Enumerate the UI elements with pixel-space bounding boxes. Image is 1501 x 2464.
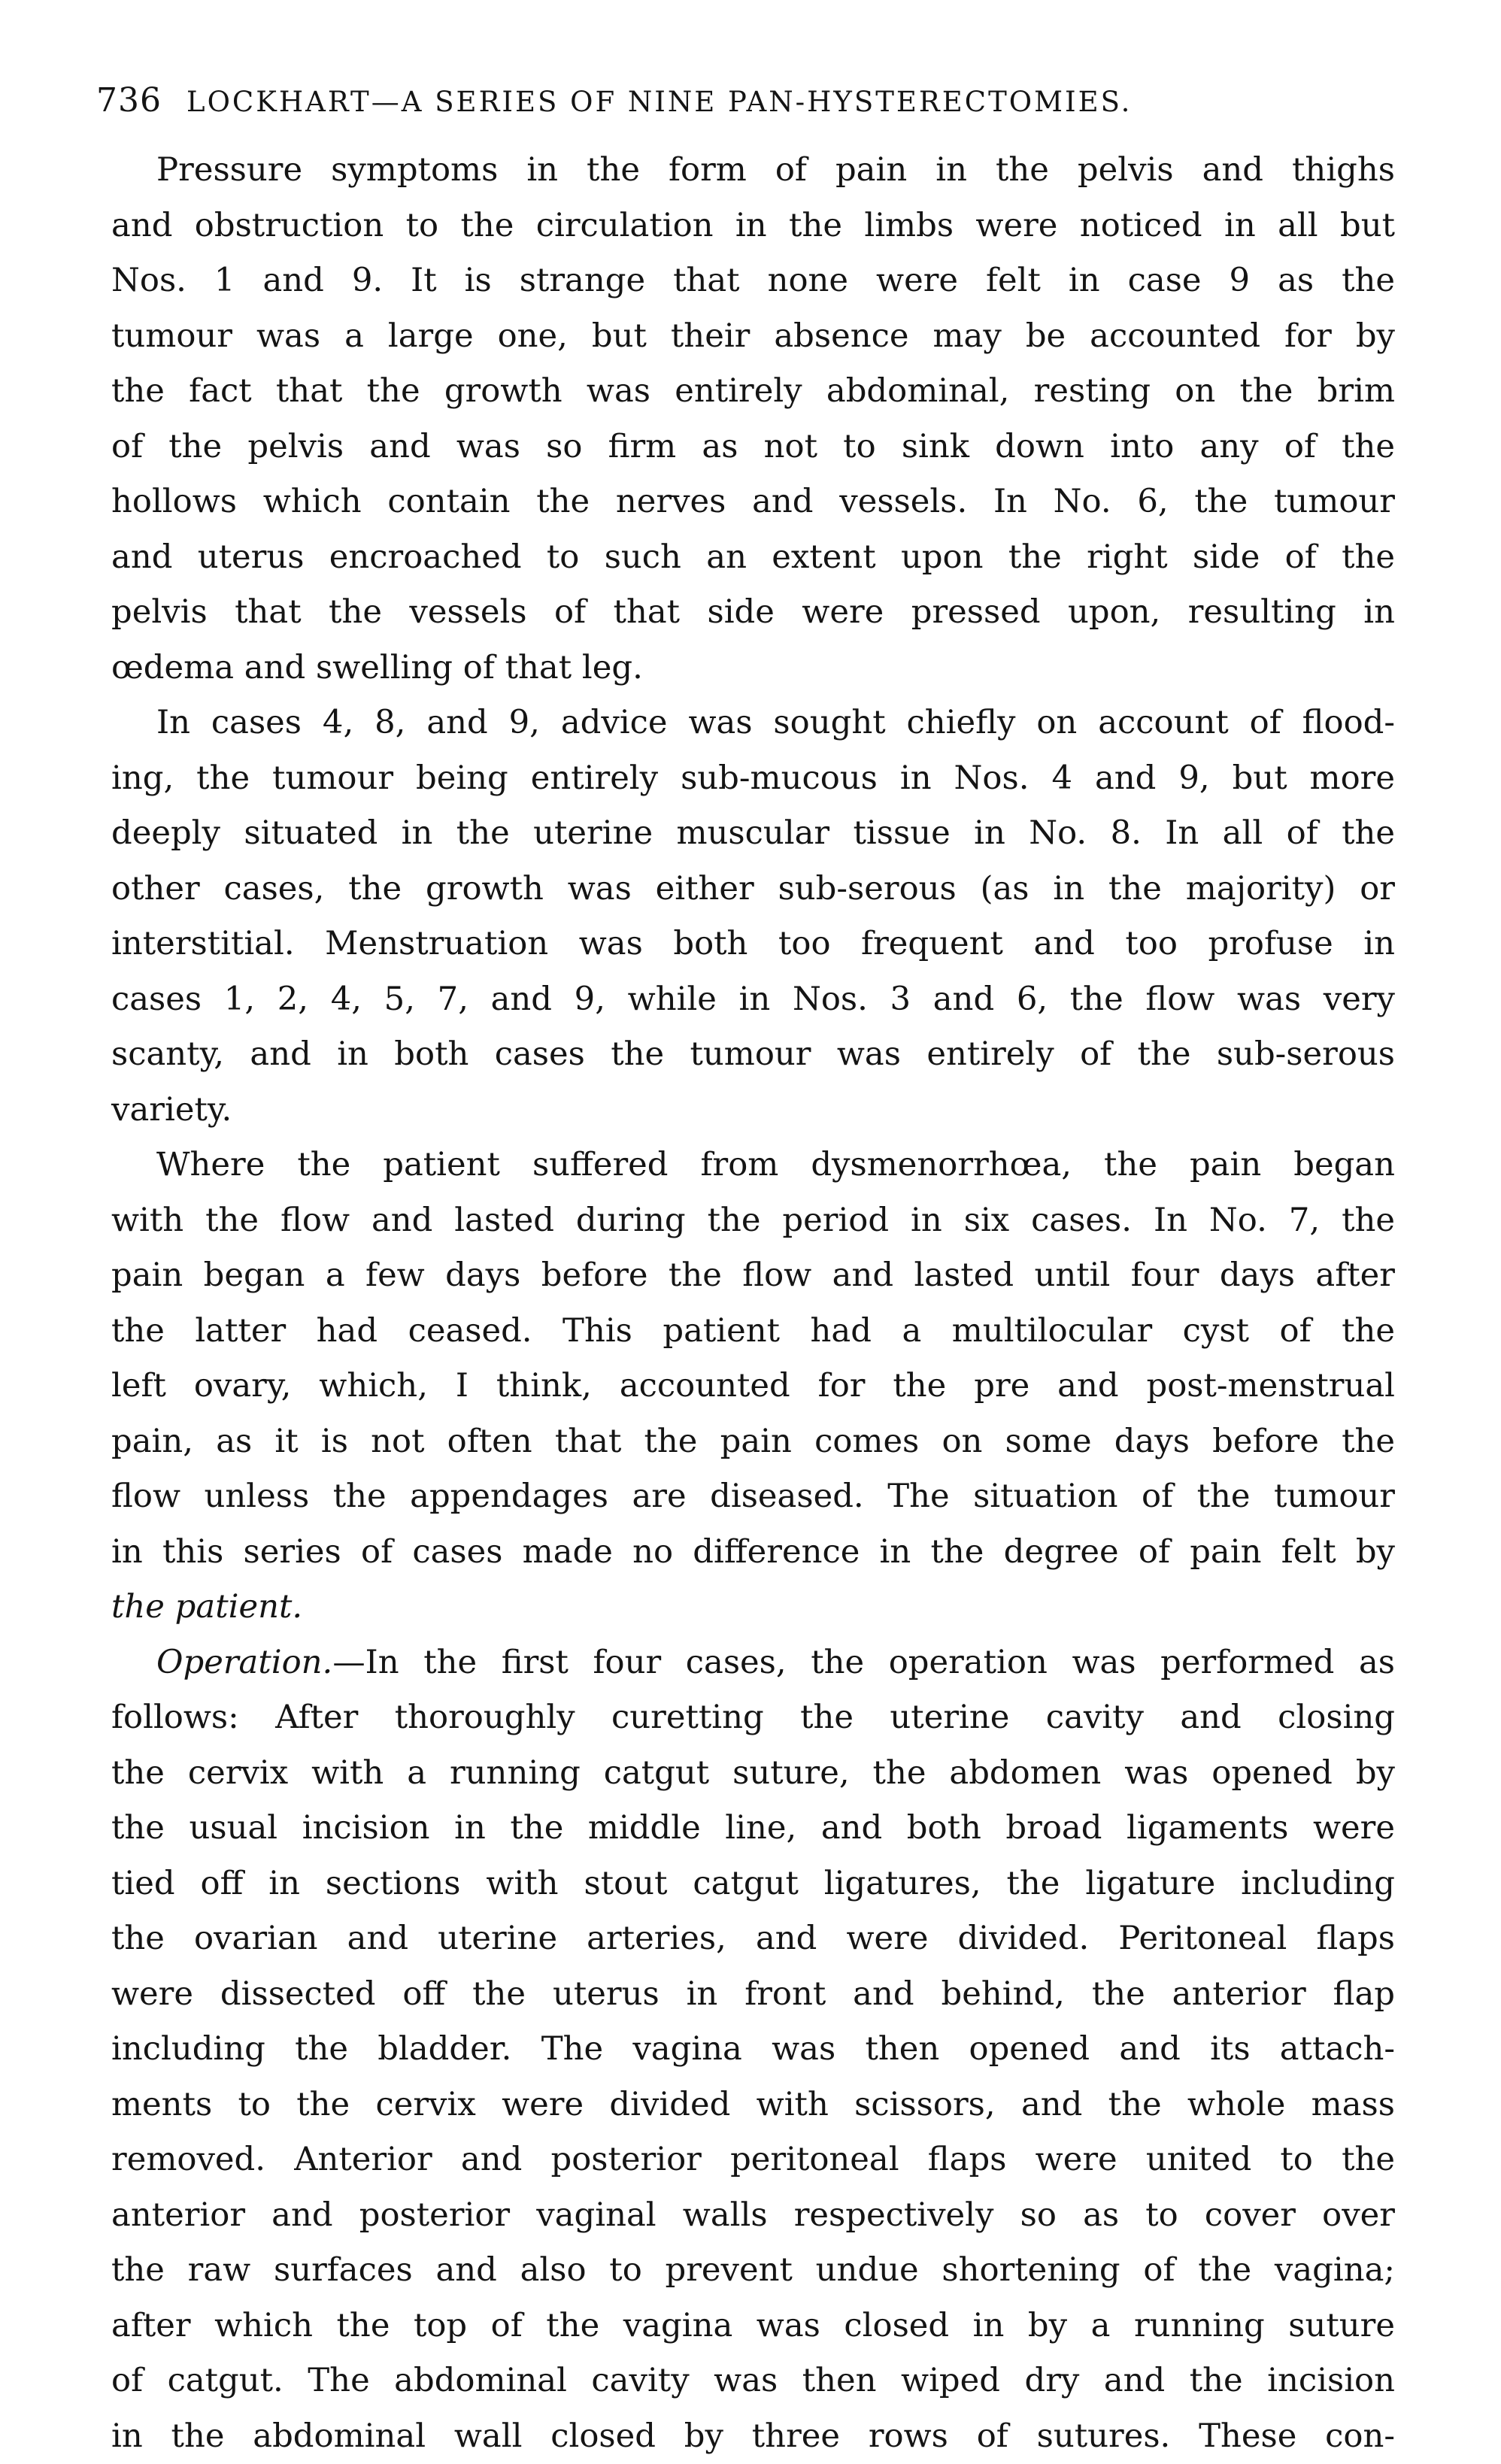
text-line: the ovarian and uterine arteries, and were divided. Peritoneal flaps	[83, 1911, 1395, 1967]
article-body	[83, 143, 1395, 2464]
text-line: were dissected off the uterus in front and behind, the anterior flap	[83, 1967, 1395, 2023]
text-line: tumour was a large one, but their absence may be accounted for by	[83, 309, 1395, 365]
text-line: pain, as it is not often that the pain comes on some days before the	[83, 1414, 1395, 1470]
text-line: the fact that the growth was entirely abdominal, resting on the brim	[83, 364, 1395, 420]
text-line: ing, the tumour being entirely sub-mucous in Nos. 4 and 9, but more	[83, 751, 1395, 807]
text-line: in the abdominal wall closed by three rows of sutures. These con-	[83, 2409, 1395, 2464]
section-heading: Operation.	[156, 1644, 332, 1681]
text-line: removed. Anterior and posterior peritoneal flaps were united to the	[83, 2132, 1395, 2188]
page-number: 736	[96, 81, 186, 120]
text-line: anterior and posterior vaginal walls respectively so as to cover over	[83, 2188, 1395, 2244]
text-line: In cases 4, 8, and 9, advice was sought chiefly on account of flood-	[83, 696, 1395, 751]
text-line: the latter had ceased. This patient had a multilocular cyst of the	[83, 1304, 1395, 1359]
text-line: ments to the cervix were divided with scissors, and the whole mass	[83, 2078, 1395, 2133]
text-line: and uterus encroached to such an extent upon the right side of the	[83, 530, 1395, 586]
text-line: Pressure symptoms in the form of pain in the pelvis and thighs	[83, 143, 1395, 199]
page-header	[96, 81, 1420, 134]
text-line: the raw surfaces and also to prevent undue shortening of the vagina;	[83, 2243, 1395, 2299]
text-line: after which the top of the vagina was closed in by a running suture	[83, 2299, 1395, 2354]
paragraph	[83, 696, 1395, 1138]
text-line: left ovary, which, I think, accounted for the pre and post-menstrual	[83, 1359, 1395, 1414]
text-line: cases 1, 2, 4, 5, 7, and 9, while in Nos. 3 and 6, the flow was very	[83, 972, 1395, 1028]
text-run: —In the first four cases, the operation was performed as	[332, 1644, 1395, 1681]
text-line: Nos. 1 and 9. It is strange that none were felt in case 9 as the	[83, 253, 1395, 309]
text-line: the cervix with a running catgut suture, the abdomen was opened by	[83, 1746, 1395, 1802]
text-line: the usual incision in the middle line, and both broad ligaments were	[83, 1801, 1395, 1856]
text-line	[83, 1635, 1395, 1691]
text-line: flow unless the appendages are diseased. The situation of the tumour	[83, 1469, 1395, 1525]
text-line: of catgut. The abdominal cavity was then wiped dry and the incision	[83, 2353, 1395, 2409]
text-line: hollows which contain the nerves and vessels. In No. 6, the tumour	[83, 474, 1395, 530]
paragraph	[83, 1138, 1395, 1635]
text-line: variety.	[83, 1083, 1395, 1138]
text-line: and obstruction to the circulation in the limbs were noticed in all but	[83, 199, 1395, 254]
text-line: pelvis that the vessels of that side were pressed upon, resulting in	[83, 585, 1395, 641]
text-line: with the flow and lasted during the period in six cases. In No. 7, the	[83, 1193, 1395, 1249]
text-line: of the pelvis and was so firm as not to sink down into any of the	[83, 420, 1395, 475]
text-line: the patient.	[83, 1580, 1395, 1635]
text-line: deeply situated in the uterine muscular tissue in No. 8. In all of the	[83, 806, 1395, 862]
text-line: œdema and swelling of that leg.	[83, 641, 1395, 696]
text-line: interstitial. Menstruation was both too frequent and too profuse in	[83, 917, 1395, 972]
text-line: including the bladder. The vagina was then opened and its attach-	[83, 2022, 1395, 2078]
running-head: LOCKHART—A SERIES OF NINE PAN-HYSTERECTOMIES.	[186, 86, 1132, 118]
text-line: follows: After thoroughly curetting the uterine cavity and closing	[83, 1690, 1395, 1746]
text-line: other cases, the growth was either sub-serous (as in the majority) or	[83, 862, 1395, 917]
text-line: pain began a few days before the flow and lasted until four days after	[83, 1248, 1395, 1304]
text-line: Where the patient suffered from dysmenorrhœa, the pain began	[83, 1138, 1395, 1193]
text-line: in this series of cases made no difference in the degree of pain felt by	[83, 1525, 1395, 1581]
paragraph	[83, 143, 1395, 696]
text-line: tied off in sections with stout catgut ligatures, the ligature including	[83, 1856, 1395, 1912]
text-line: scanty, and in both cases the tumour was entirely of the sub-serous	[83, 1027, 1395, 1083]
paragraph	[83, 1635, 1395, 2464]
